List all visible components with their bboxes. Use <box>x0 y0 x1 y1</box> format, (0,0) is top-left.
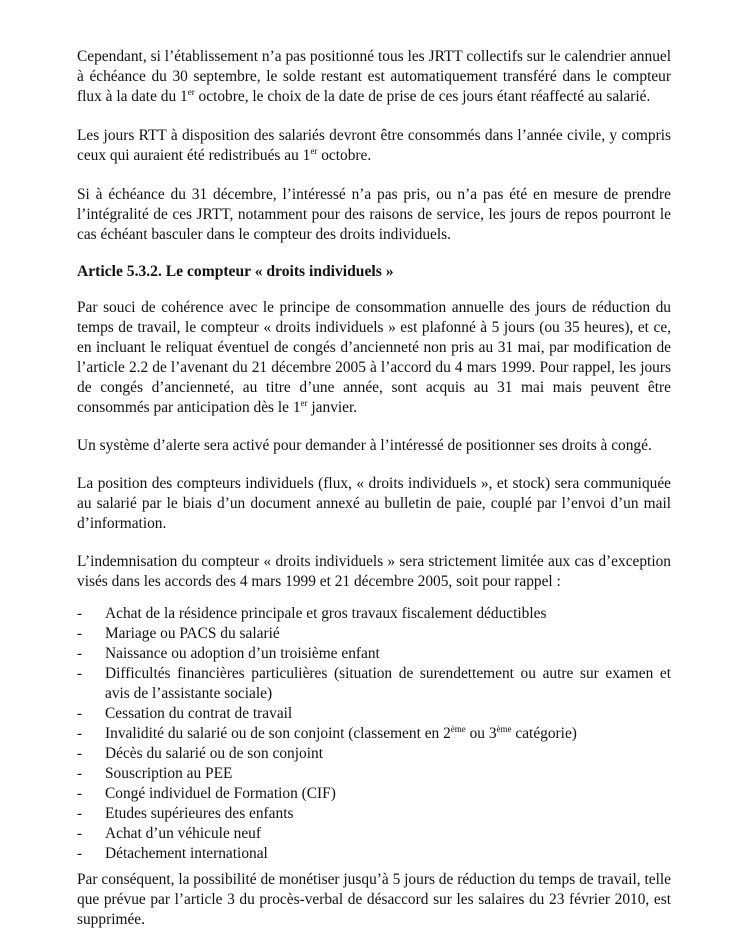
list-item-text: Détachement international <box>105 845 268 862</box>
paragraph-jrtt-transfer <box>77 47 671 107</box>
paragraph-counter-position: La position des compteurs individuels (flux, « droits individuels », et stock) sera communiquée au salarié par le biais d’un document annexé au bulletin de paie, couplé par l’envoi d’un mail d’information. <box>77 475 671 532</box>
list-item <box>77 784 671 804</box>
list-item <box>77 624 671 644</box>
text: octobre, le choix de la date de prise de ces jours étant réaffecté au salarié. <box>194 88 651 105</box>
bullet-dash: - <box>77 645 83 662</box>
bullet-dash: - <box>77 825 83 842</box>
text: Cependant, si l’établissement n’a pas positionné tous les JRTT collectifs sur le calendrier annuel à échéance du 30 septembre, le solde restant est automatiquement transféré dans le compteur flux à la date du 1 <box>77 48 671 105</box>
list-item-text: ou 3 <box>465 725 497 742</box>
bullet-dash: - <box>77 805 83 822</box>
list-item-text: Invalidité du salarié ou de son conjoint (classement en 2 <box>105 725 451 742</box>
bullet-dash: - <box>77 665 83 682</box>
paragraph-conclusion: Par conséquent, la possibilité de monétiser jusqu’à 5 jours de réduction du temps de travail, telle que prévue par l’article 3 du procès-verbal de désaccord sur les salaires du 23 février 2010, est supprimée. <box>77 871 671 928</box>
list-item-text: Congé individuel de Formation (CIF) <box>105 785 336 802</box>
list-item <box>77 644 671 664</box>
text: janvier. <box>307 399 358 416</box>
list-item-text: Achat de la résidence principale et gros travaux fiscalement déductibles <box>105 605 547 622</box>
superscript: ème <box>496 723 512 734</box>
list-item-text: Difficultés financières particulières (situation de surendettement ou autre sur examen et avis de l’assistante sociale) <box>105 665 671 702</box>
bullet-dash: - <box>77 605 83 622</box>
list-item-text: Souscription au PEE <box>105 765 233 782</box>
list-item-text: Naissance ou adoption d’un troisième enfant <box>105 645 380 662</box>
list-item <box>77 724 671 744</box>
paragraph-alert-system: Un système d’alerte sera activé pour demander à l’intéressé de positionner ses droits à congé. <box>77 437 652 454</box>
list-item <box>77 764 671 784</box>
text: Par souci de cohérence avec le principe de consommation annuelle des jours de réduction du temps de travail, le compteur « droits individuels » est plafonné à 5 jours (ou 35 heures), et ce, en incluant le reliquat éventuel de congés d’ancienneté non pris au 31 mai, par modification de l’article 2.2 de l’avenant du 21 décembre 2005 à l’accord du 4 mars 1999. Pour rappel, les jours de congés d’ancienneté, au titre d’une année, sont acquis au 31 mai mais peuvent être consommés par anticipation dès le 1 <box>77 299 671 416</box>
paragraph-compteur-cap <box>77 298 671 418</box>
list-item-text: catégorie) <box>511 725 577 742</box>
list-item <box>77 704 671 724</box>
article-heading: Article 5.3.2. Le compteur « droits individuels » <box>77 263 394 280</box>
superscript: er <box>187 86 195 97</box>
list-item <box>77 664 671 704</box>
list-item-text: Achat d’un véhicule neuf <box>105 825 261 842</box>
bullet-dash: - <box>77 845 83 862</box>
text: octobre. <box>317 147 372 164</box>
list-item <box>77 804 671 824</box>
list-item-text: Etudes supérieures des enfants <box>105 805 294 822</box>
bullet-dash: - <box>77 785 83 802</box>
list-item-text: Cessation du contrat de travail <box>105 705 293 722</box>
paragraph-rtt-consumption <box>77 126 671 166</box>
list-item <box>77 604 671 624</box>
paragraph-indemnisation: L’indemnisation du compteur « droits individuels » sera strictement limitée aux cas d’exception visés dans les accords des 4 mars 1999 et 21 décembre 2005, soit pour rappel : <box>77 553 671 590</box>
exception-list <box>77 604 671 864</box>
list-item <box>77 744 671 764</box>
list-item <box>77 824 671 844</box>
superscript: ème <box>450 723 466 734</box>
superscript: er <box>310 145 318 156</box>
paragraph-december-deadline: Si à échéance du 31 décembre, l’intéressé n’a pas pris, ou n’a pas été en mesure de prendre l’intégralité de ces JRTT, notamment pour des raisons de service, les jours de repos pourront le cas échéant basculer dans le compteur des droits individuels. <box>77 186 671 243</box>
bullet-dash: - <box>77 725 83 742</box>
list-item <box>77 844 671 864</box>
bullet-dash: - <box>77 745 83 762</box>
superscript: er <box>300 397 308 408</box>
list-item-text: Mariage ou PACS du salarié <box>105 625 280 642</box>
bullet-dash: - <box>77 625 83 642</box>
text: Les jours RTT à disposition des salariés devront être consommés dans l’année civile, y compris ceux qui auraient été redistribués au 1 <box>77 127 671 164</box>
bullet-dash: - <box>77 705 83 722</box>
list-item-text: Décès du salarié ou de son conjoint <box>105 745 323 762</box>
bullet-dash: - <box>77 765 83 782</box>
